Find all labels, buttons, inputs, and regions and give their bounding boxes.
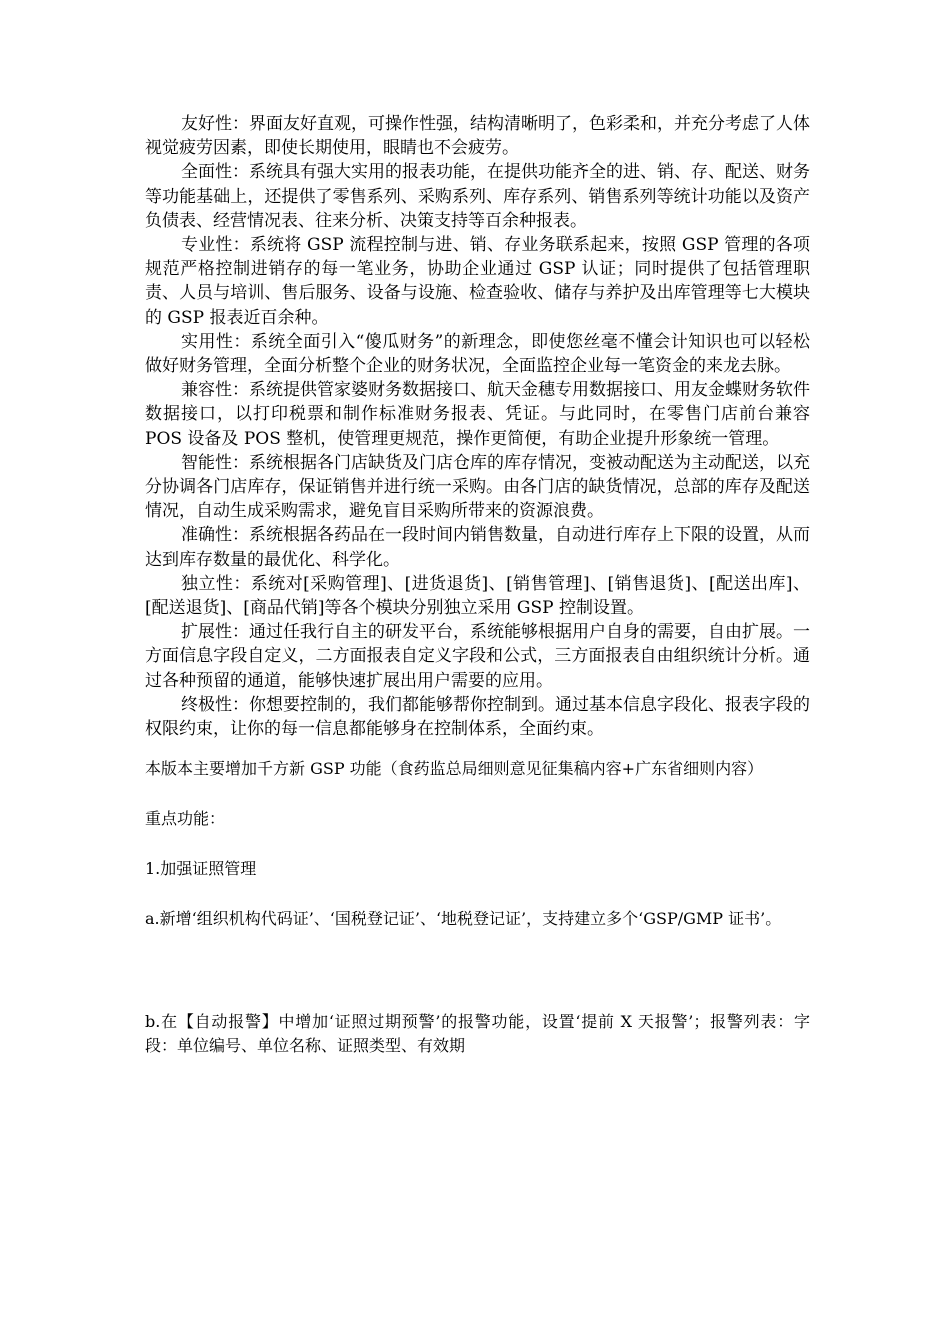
feature-practicality: 实用性：系统全面引入“傻瓜财务”的新理念，即使您丝毫不懂会计知识也可以轻松做好财务管理，全面分析整个企业的财务状况，全面监控企业每一笔资金的来龙去脉。 <box>145 331 810 377</box>
feature-professionalism: 专业性：系统将 GSP 流程控制与进、销、存业务联系起来，按照 GSP 管理的各项规范严格控制进销存的每一笔业务，协助企业通过 GSP 认证；同时提供了包括管理职责、人员与培训、售后服务、设备与设施、检查验收、储存与养护及出库管理等七大模块的 GSP 报表近百余种。 <box>145 235 810 328</box>
key-functions-heading: 重点功能： <box>145 809 226 829</box>
item-b-expiry-alert: b.在【自动报警】中增加‘证照过期预警’的报警功能，设置‘提前 X 天报警’；报警列表：字段：单位编号、单位名称、证照类型、有效期 <box>145 1012 810 1056</box>
feature-list <box>145 112 810 741</box>
feature-ultimate: 终极性：你想要控制的，我们都能够帮你控制到。通过基本信息字段化、报表字段的权限约束，让你的每一信息都能够身在控制体系，全面约束。 <box>145 694 810 740</box>
item-license-management: 1.加强证照管理 <box>145 859 257 879</box>
feature-extensibility: 扩展性：通过任我行自主的研发平台，系统能够根据用户自身的需要，自由扩展。一方面信息字段自定义，二方面报表自定义字段和公式，三方面报表自由组织统计分析。通过各种预留的通道，能够快速扩展出用户需要的应用。 <box>145 622 810 691</box>
document-page <box>145 112 810 1058</box>
feature-intelligence: 智能性：系统根据各门店缺货及门店仓库的库存情况，变被动配送为主动配送，以充分协调各门店库存，保证销售并进行统一采购。由各门店的缺货情况，总部的库存及配送情况，自动生成采购需求，避免盲目采购所带来的资源浪费。 <box>145 452 810 522</box>
feature-comprehensiveness: 全面性：系统具有强大实用的报表功能，在提供功能齐全的进、销、存、配送、财务等功能基础上，还提供了零售系列、采购系列、库存系列、销售系列等统计功能以及资产负债表、经营情况表、往来分析、决策支持等百余种报表。 <box>145 162 810 231</box>
feature-accuracy: 准确性：系统根据各药品在一段时间内销售数量，自动进行库存上下限的设置，从而达到库存数量的最优化、科学化。 <box>145 525 810 570</box>
version-intro: 本版本主要增加千方新 GSP 功能（食药监总局细则意见征集稿内容+广东省细则内容） <box>145 759 764 779</box>
feature-friendliness: 友好性：界面友好直观，可操作性强，结构清晰明了，色彩柔和，并充分考虑了人体视觉疲劳因素，即使长期使用，眼睛也不会疲劳。 <box>145 114 810 159</box>
feature-independence: 独立性：系统对[采购管理]、[进货退货]、[销售管理]、[销售退货]、[配送出库]、[配送退货]、[商品代销]等各个模块分别独立采用 GSP 控制设置。 <box>145 573 810 619</box>
item-a-new-certificates: a.新增‘组织机构代码证’、‘国税登记证’、‘地税登记证’，支持建立多个‘GSP/GMP 证书’。 <box>145 909 782 929</box>
feature-compatibility: 兼容性：系统提供管家婆财务数据接口、航天金穗专用数据接口、用友金蝶财务软件数据接口，以打印税票和制作标准财务报表、凭证。与此同时，在零售门店前台兼容 POS 设备及 POS 整机，使管理更规范，操作更简便，有助企业提升形象统一管理。 <box>145 380 810 449</box>
